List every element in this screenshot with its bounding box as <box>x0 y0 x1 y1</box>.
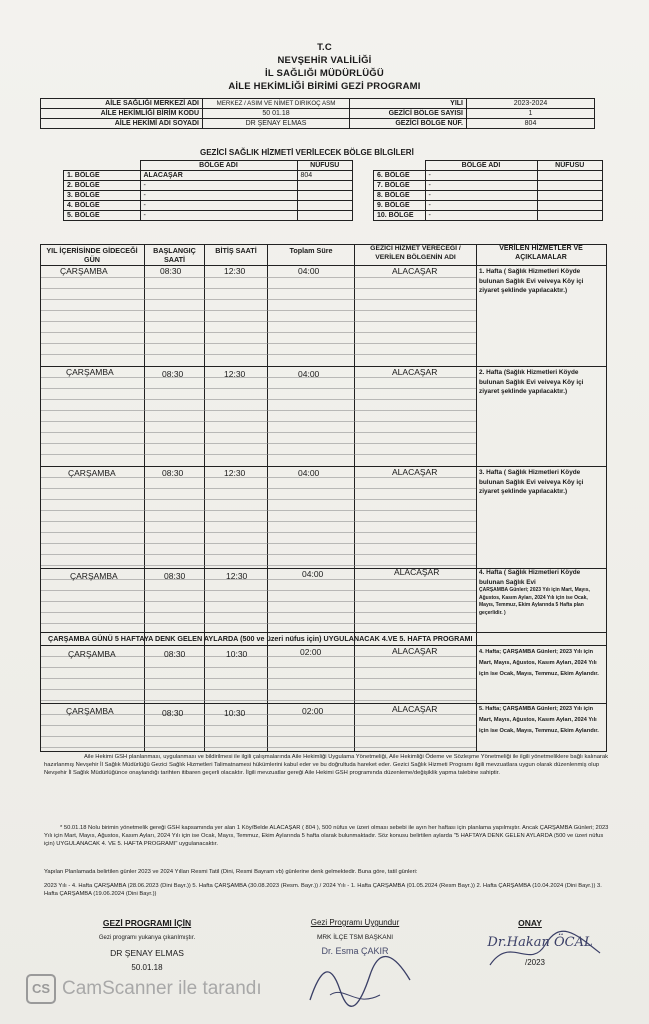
week4-total: 04:00 <box>302 569 324 579</box>
yil-label: YILI <box>350 99 467 109</box>
week1-day: ÇARŞAMBA <box>60 266 108 276</box>
rule-line <box>41 277 476 278</box>
extra-program-title: ÇARŞAMBA GÜNÜ 5 HAFTAYA DENK GELEN AYLARDA (500 ve üzeri nüfus için) UYGULANACAK 4.VE 5. HAFTA PROGRAMI <box>48 634 473 643</box>
rule-line <box>41 354 476 355</box>
sayi-label: GEZİCİ BÖLGE SAYISI <box>350 109 467 119</box>
week4-region: ALACAŞAR <box>394 567 440 577</box>
region-pop <box>297 181 353 191</box>
week4-desc: 4. Hafta ( Sağlık Hizmetleri Köyde bulunan Sağlık Evi <box>479 569 581 586</box>
sig-right-date: /2023 <box>524 958 546 967</box>
rule-line <box>41 421 476 422</box>
rule-line <box>41 499 476 500</box>
region-label: 10. BÖLGE <box>374 211 426 221</box>
col-end-header: BİTİŞ SAATİ <box>215 246 257 255</box>
region-label: 5. BÖLGE <box>64 211 141 221</box>
notes-paragraph-4: 2023 Yılı - 4. Hafta ÇARŞAMBA (28.06.2023 (Dini Bayr.)) 5. Hafta ÇARŞAMBA (30.08.2023 (Resm. Bayr.)) / 2024 Yılı - 1. Hafta ÇARŞAMBA (01.05.2024 (Resm Bayr.)) 2. Hafta ÇARŞAMBA (10.04.2024 (Dini Bayr.)) 3. Hafta ÇARŞAMBA (19.06.2024 (Dini Bayr.)) <box>44 883 602 897</box>
week4-end: 12:30 <box>226 571 248 581</box>
col-start-header: BAŞLANGIÇ SAATİ <box>153 246 196 264</box>
asm-label: AİLE SAĞLIĞI MERKEZİ ADI <box>41 99 203 109</box>
rule-line <box>41 700 476 701</box>
region-pop <box>297 191 353 201</box>
rule-line <box>41 377 476 378</box>
region-pop <box>297 201 353 211</box>
sig-mid-sub: MRK İLÇE TSM BAŞKANI <box>316 934 394 941</box>
week1-start: 08:30 <box>160 266 182 276</box>
extra4-start: 08:30 <box>164 649 186 659</box>
birim-label: AİLE HEKİMLİĞİ BİRİM KODU <box>41 109 203 119</box>
region-pop <box>537 181 603 191</box>
region-pop <box>537 191 603 201</box>
region-pop: 804 <box>297 171 353 181</box>
rule-line <box>41 601 476 602</box>
extra4-desc: 4. Hafta; ÇARŞAMBA Günleri; 2023 Yılı için Mart, Mayıs, Ağustos, Kasım Ayları, 2024 Yılı için ise Ocak, Mayıs, Temmuz, Ekim Aylarıdır. <box>479 649 599 677</box>
week3-desc: 3. Hafta ( Sağlık Hizmetleri Köyde bulunan Sağlık Evi veiveya Köy içi ziyaret şeklinde yapılacaktır.) <box>479 469 584 495</box>
extra5-region: ALACAŞAR <box>392 704 438 714</box>
signature-mark-right <box>485 925 605 980</box>
rule-line <box>41 612 476 613</box>
rule-line <box>41 343 476 344</box>
rule-line <box>41 736 476 737</box>
sig-right-title: ONAY <box>518 918 542 928</box>
rule-line <box>41 321 476 322</box>
rule-line <box>41 747 476 748</box>
rule-line <box>41 399 476 400</box>
sig-mid-title: Gezi Programı Uygundur <box>310 918 400 927</box>
rule-line <box>41 623 476 624</box>
rule-line <box>41 410 476 411</box>
region-pop <box>537 171 603 181</box>
week2-end: 12:30 <box>224 369 246 379</box>
region-name: - <box>425 171 537 181</box>
region-name: ALACAŞAR <box>140 171 297 181</box>
rule-line <box>41 310 476 311</box>
region-label: 6. BÖLGE <box>374 171 426 181</box>
region-label: 4. BÖLGE <box>64 201 141 211</box>
notes-paragraph-1: Aile Hekimi GSH planlanması, uygulanması ve bildirilmesi ile ilgili çalışmalarında Aile Hekimliği Uygulama Yönetmeliği, Aile Hekimliği Ödeme ve Sözleşme Yönetmeliği ile ilgili yönetmeliklere bağlı kalınarak hazırlanmış Nevşehir İl Sağlık Müdürlüğü Gezici Sağlık Hizmetleri Talimatnamesi hükümlerini kabul eder ve bu doğrultuda hareket eder. Gezici Sağlık Hizmeti Programı ilgili mevzuatlara uygun olarak düzenlenmiş olup Nevşehir İl Sağlık Müdürlüğünce onaylandığı tarihten itibaren geçerli olacaktır. İlgili mevzuatlar gereği Aile Hekimi GSH programında düzenleme/değişiklik yapma talebine sahiptir. <box>44 754 608 776</box>
week2-day: ÇARŞAMBA <box>66 367 114 377</box>
camscanner-watermark: CamScanner ile tarandı <box>62 978 262 999</box>
yil-value: 2023-2024 <box>467 99 595 109</box>
extra4-total: 02:00 <box>300 647 322 657</box>
extra4-day: ÇARŞAMBA <box>68 649 116 659</box>
rule-line <box>41 510 476 511</box>
region-name: - <box>140 211 297 221</box>
week1-desc: 1. Hafta ( Sağlık Hizmetleri Köyde bulunan Sağlık Evi veiveya Köy içi ziyaret şeklinde yapılacaktır.) <box>479 268 584 294</box>
week3-end: 12:30 <box>224 468 246 478</box>
extra5-total: 02:00 <box>302 706 324 716</box>
region-label: 7. BÖLGE <box>374 181 426 191</box>
col-region-header: GEZİCİ HİZMET VERECEĞİ / VERİLEN BÖLGENİN ADI <box>370 245 461 261</box>
rule-line <box>41 388 476 389</box>
region-label: 8. BÖLGE <box>374 191 426 201</box>
week1-total: 04:00 <box>298 266 320 276</box>
week1-end: 12:30 <box>224 266 246 276</box>
extra5-end: 10:30 <box>224 708 246 718</box>
camscanner-logo: CS <box>26 974 56 1004</box>
notes-paragraph-3: Yapılan Planlamada belirtilen günler 2023 ve 2024 Yılları Resmi Tatil (Dini, Resmi Bayram vb) günlerine denk gelmektedir. Buna göre, tatil günleri: <box>44 869 418 875</box>
region-name: - <box>425 211 537 221</box>
regions-col-name: BÖLGE ADI <box>140 161 297 171</box>
rule-line <box>41 488 476 489</box>
extra4-region: ALACAŞAR <box>392 646 438 656</box>
rule-line <box>41 554 476 555</box>
extra5-day: ÇARŞAMBA <box>66 706 114 716</box>
week4-day: ÇARŞAMBA <box>70 571 118 581</box>
week2-desc: 2. Hafta (Sağlık Hizmetleri Köyde bulunan Sağlık Evi veiveya Köy içi ziyaret şeklinde yapılacaktır.) <box>479 369 584 395</box>
region-name: - <box>140 201 297 211</box>
extra5-desc: 5. Hafta; ÇARŞAMBA Günleri; 2023 Yılı için Mart, Mayıs, Ağustos, Kasım Ayları, 2024 Yılı için ise Ocak, Mayıs, Temmuz, Ekim Aylarıdır. <box>479 706 599 734</box>
regions-col-pop: NÜFUSU <box>537 161 603 171</box>
region-pop <box>537 211 603 221</box>
region-label: 3. BÖLGE <box>64 191 141 201</box>
rule-line <box>41 667 476 668</box>
region-label: 9. BÖLGE <box>374 201 426 211</box>
sayi-value: 1 <box>467 109 595 119</box>
rule-line <box>41 299 476 300</box>
header-tc: T.C <box>317 42 332 53</box>
rule-line <box>41 590 476 591</box>
sig-mid-name: Dr. Esma ÇAKIR <box>321 946 389 956</box>
week2-start: 08:30 <box>162 369 184 379</box>
regions-right-table <box>373 160 603 221</box>
rule-line <box>41 543 476 544</box>
rule-line <box>41 454 476 455</box>
region-label: 1. BÖLGE <box>64 171 141 181</box>
hekim-value: DR ŞENAY ELMAS <box>203 119 350 129</box>
nufus-label: GEZİCİ BÖLGE NÜF. <box>350 119 467 129</box>
regions-col-name: BÖLGE ADI <box>425 161 537 171</box>
sig-left-title: GEZİ PROGRAMI İÇİN <box>102 918 192 928</box>
header-mudurluk: İL SAĞLIĞI MÜDÜRLÜĞÜ <box>265 68 384 79</box>
extra5-start: 08:30 <box>162 708 184 718</box>
col-desc-header: VERİLEN HİZMETLER VE AÇIKLAMALAR <box>499 245 583 261</box>
week3-total: 04:00 <box>298 468 320 478</box>
week1-region: ALACAŞAR <box>392 266 438 276</box>
week3-day: ÇARŞAMBA <box>68 468 116 478</box>
sig-left-name: DR ŞENAY ELMAS <box>110 948 184 958</box>
sig-left-code: 50.01.18 <box>131 963 163 972</box>
rule-line <box>41 432 476 433</box>
rule-line <box>41 332 476 333</box>
nufus-value: 804 <box>467 119 595 129</box>
rule-line <box>41 288 476 289</box>
week2-region: ALACAŞAR <box>392 367 438 377</box>
rule-line <box>41 725 476 726</box>
region-name: - <box>140 191 297 201</box>
rule-line <box>41 521 476 522</box>
week3-region: ALACAŞAR <box>392 467 438 477</box>
region-pop <box>537 201 603 211</box>
rule-line <box>41 565 476 566</box>
col-day-header: YIL İÇERİSİNDE GİDECEĞİ GÜN <box>46 246 138 264</box>
col-total-header: Toplam Süre <box>289 246 333 255</box>
hekim-label: AİLE HEKİMİ ADI SOYADI <box>41 119 203 129</box>
rule-line <box>41 443 476 444</box>
regions-left-table <box>63 160 353 221</box>
regions-title: GEZİCİ SAĞLIK HİZMETİ VERİLECEK BÖLGE BİLGİLERİ <box>200 148 414 157</box>
signature-mark-mid <box>300 950 420 1010</box>
region-name: - <box>425 181 537 191</box>
page-title: AİLE HEKİMLİĞİ BİRİMİ GEZİ PROGRAMI <box>228 81 421 92</box>
regions-col-pop: NÜFUSU <box>297 161 353 171</box>
sig-right-name: Dr.Hakan ÖCAL <box>487 935 593 950</box>
region-name: - <box>425 201 537 211</box>
birim-value: 50 01.18 <box>203 109 350 119</box>
week2-total: 04:00 <box>298 369 320 379</box>
extra4-end: 10:30 <box>226 649 248 659</box>
region-label: 2. BÖLGE <box>64 181 141 191</box>
region-name: - <box>425 191 537 201</box>
week4-desc-small: ÇARŞAMBA Günleri; 2023 Yılı için Mart, Mayıs, Ağustos, Kasım Ayları, 2024 Yılı için ise Ocak, Mayıs, Temmuz, Ekim Aylarında 5 Hafta plan geçerlidir. ) <box>479 587 590 616</box>
region-name: - <box>140 181 297 191</box>
rule-line <box>41 689 476 690</box>
notes-paragraph-2: * 50.01.18 Nolu birimin yönetmelik gereği GSH kapsamında yer alan 1 Köy/Belde ALACAŞAR ( 804 ), 500 nüfus ve üzeri olması sebebi ile ayın her haftası için planlama yapılmıştır. Ancak ÇARŞAMBA Günleri; 2023 Yılı için Mart, Mayıs, Ağustos, Kasım Ayları, 2024 Yılı için ise Ocak, Mayıs, Temmuz, Ekim Aylarında 5 hafta olarak bulunmaktadır. Söz konusu belirtilen aylarda "5 HAFTAYA DENK GELEN AYLARDA (500 ve üzeri nüfus için) UYGULANACAK 4. VE 5. HAFTA PROGRAMI" uygulanacaktır. <box>44 825 609 847</box>
rule-line <box>41 532 476 533</box>
info-table <box>40 98 595 129</box>
week3-start: 08:30 <box>162 468 184 478</box>
rule-line <box>41 678 476 679</box>
asm-value: MERKEZ / ASIM VE NİMET DIRIKOÇ ASM <box>203 99 350 109</box>
sig-left-sub: Gezi programı yukarıya çıkarılmıştır. <box>98 935 196 941</box>
header-valilik: NEVŞEHİR VALİLİĞİ <box>277 55 372 66</box>
week4-start: 08:30 <box>164 571 186 581</box>
region-pop <box>297 211 353 221</box>
